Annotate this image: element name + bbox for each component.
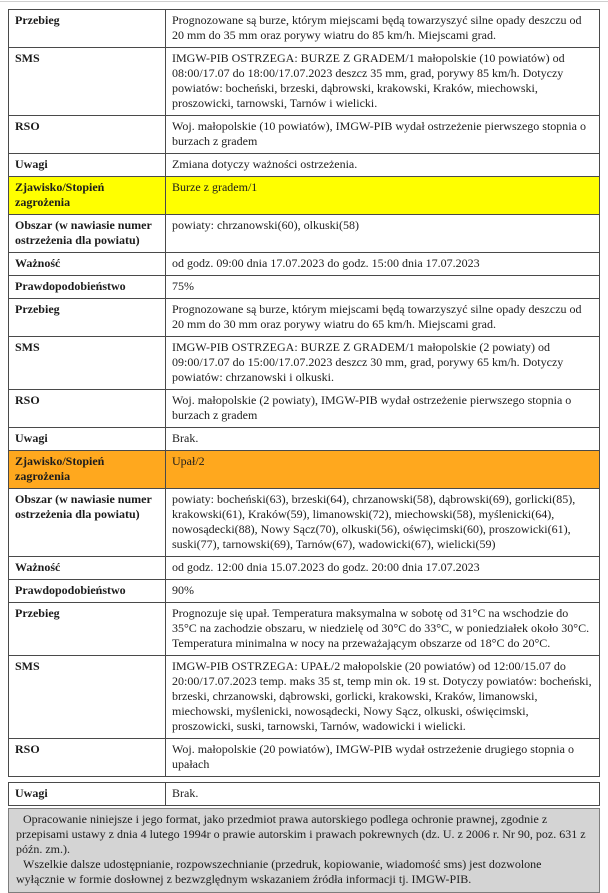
- row-value: Upał/2: [166, 451, 600, 489]
- warning-table: [8, 9, 600, 777]
- row-value: 75%: [166, 276, 600, 299]
- row-label: Uwagi: [9, 154, 166, 177]
- row-label: Ważność: [9, 253, 166, 276]
- row-label: SMS: [9, 656, 166, 739]
- row-value: powiaty: bocheński(63), brzeski(64), chrzanowski(58), dąbrowski(69), gorlicki(85), krakowski(61), Kraków(59), limanowski(72), miechowski(58), myślenicki(64), nowosądecki(88), Nowy Sącz(70), olkuski(56), oświęcimski(60), proszowicki(61), suski(77), tarnowski(69), Tarnów(67), wadowicki(67), wielicki(59): [166, 489, 600, 557]
- distribution-paragraph: Wszelkie dalsze udostępnianie, rozpowszechnianie (przedruk, kopiowanie, wiadomość sms) jest dozwolone wyłącznie w formie dosłownej z bezwzględnym wskazaniem źródła informacji tj. IMGW-PIB.: [16, 857, 542, 886]
- row-value: IMGW-PIB OSTRZEGA: UPAŁ/2 małopolskie (20 powiatów) od 12:00/15.07 do 20:00/17.07.2023 temp. maks 35 st, temp min ok. 19 st. Dotyczy powiatów: bocheński, brzeski, chrzanowski, dąbrowski, gorlicki, krakowski, Kraków, limanowski, miechowski, myślenicki, nowosądecki, Nowy Sącz, olkuski, oświęcimski, proszowicki, suski, tarnowski, Tarnów, wadowicki i wielicki.: [166, 656, 600, 739]
- hazard-row-storm: [9, 177, 600, 215]
- remarks-table: [8, 782, 600, 806]
- row-label: Obszar (w nawiasie numer ostrzeżenia dla powiatu): [9, 215, 166, 253]
- row-value: Prognozowane są burze, którym miejscami będą towarzyszyć silne opady deszczu od 20 mm do 35 mm oraz porywy wiatru do 85 km/h. Miejscami grad.: [166, 10, 600, 48]
- row-label: Prawdopodobieństwo: [9, 276, 166, 299]
- row-value: Burze z gradem/1: [166, 177, 600, 215]
- row-value: od godz. 12:00 dnia 15.07.2023 do godz. 20:00 dnia 17.07.2023: [166, 557, 600, 580]
- row-value: Woj. małopolskie (20 powiatów), IMGW-PIB wydał ostrzeżenie drugiego stopnia o upałach: [166, 739, 600, 777]
- row-value: IMGW-PIB OSTRZEGA: BURZE Z GRADEM/1 małopolskie (10 powiatów) od 08:00/17.07 do 18:00/17.07.2023 deszcz 35 mm, grad, porywy 85 km/h. Dotyczy powiatów: bocheński, brzeski, dąbrowski, krakowski, Kraków, miechowski, proszowicki, tarnowski, Tarnów i wielicki.: [166, 48, 600, 116]
- table-row: [9, 783, 600, 806]
- table-row: [9, 489, 600, 557]
- copyright-paragraph: Opracowanie niniejsze i jego format, jako przedmiot prawa autorskiego podlega ochronie prawnej, zgodnie z przepisami ustawy z dnia 4 lutego 1994r o prawie autorskim i prawach pokrewnych (dz. U. z 2006 r. Nr 90, poz. 631 z późn. zm.).: [16, 812, 586, 856]
- table-row: [9, 390, 600, 428]
- table-row: [9, 557, 600, 580]
- row-value: Brak.: [166, 428, 600, 451]
- row-value: Prognozuje się upał. Temperatura maksymalna w sobotę od 31°C na wschodzie do 35°C na zachodzie obszaru, w niedzielę od 30°C do 33°C, w poniedziałek około 30°C. Temperatura minimalna w nocy na przeważającym obszarze od 18°C do 20°C.: [166, 603, 600, 656]
- table-row: [9, 428, 600, 451]
- row-value: Zmiana dotyczy ważności ostrzeżenia.: [166, 154, 600, 177]
- row-label: Obszar (w nawiasie numer ostrzeżenia dla powiatu): [9, 489, 166, 557]
- row-label: SMS: [9, 337, 166, 390]
- table-row: [9, 739, 600, 777]
- table-row: [9, 253, 600, 276]
- table-row: [9, 580, 600, 603]
- row-label: Przebieg: [9, 603, 166, 656]
- table-row: [9, 276, 600, 299]
- table-row: [9, 337, 600, 390]
- copyright-notice: [8, 808, 600, 893]
- row-label: Ważność: [9, 557, 166, 580]
- row-label: SMS: [9, 48, 166, 116]
- row-label: RSO: [9, 739, 166, 777]
- row-label: Przebieg: [9, 299, 166, 337]
- row-label: Uwagi: [9, 783, 166, 806]
- table-row: [9, 656, 600, 739]
- row-value: Woj. małopolskie (2 powiaty), IMGW-PIB wydał ostrzeżenie pierwszego stopnia o burzach z gradem: [166, 390, 600, 428]
- row-value: 90%: [166, 580, 600, 603]
- table-row: [9, 215, 600, 253]
- table-row: [9, 116, 600, 154]
- table-row: [9, 154, 600, 177]
- row-value: powiaty: chrzanowski(60), olkuski(58): [166, 215, 600, 253]
- table-row: [9, 48, 600, 116]
- row-label: Prawdopodobieństwo: [9, 580, 166, 603]
- table-row: [9, 299, 600, 337]
- row-label: Przebieg: [9, 10, 166, 48]
- row-label: Uwagi: [9, 428, 166, 451]
- row-label: Zjawisko/Stopień zagrożenia: [9, 177, 166, 215]
- hazard-row-heat: [9, 451, 600, 489]
- row-label: RSO: [9, 116, 166, 154]
- warning-document: [0, 2, 608, 893]
- table-row: [9, 10, 600, 48]
- row-label: Zjawisko/Stopień zagrożenia: [9, 451, 166, 489]
- row-value: Woj. małopolskie (10 powiatów), IMGW-PIB wydał ostrzeżenie pierwszego stopnia o burzach z gradem: [166, 116, 600, 154]
- table-row: [9, 603, 600, 656]
- row-value: Prognozowane są burze, którym miejscami będą towarzyszyć silne opady deszczu od 20 mm do 30 mm oraz porywy wiatru do 65 km/h. Miejscami grad.: [166, 299, 600, 337]
- row-value: od godz. 09:00 dnia 17.07.2023 do godz. 15:00 dnia 17.07.2023: [166, 253, 600, 276]
- row-label: RSO: [9, 390, 166, 428]
- row-value: Brak.: [166, 783, 600, 806]
- row-value: IMGW-PIB OSTRZEGA: BURZE Z GRADEM/1 małopolskie (2 powiaty) od 09:00/17.07 do 15:00/17.07.2023 deszcz 30 mm, grad, porywy 65 km/h. Dotyczy powiatów: chrzanowski i olkuski.: [166, 337, 600, 390]
